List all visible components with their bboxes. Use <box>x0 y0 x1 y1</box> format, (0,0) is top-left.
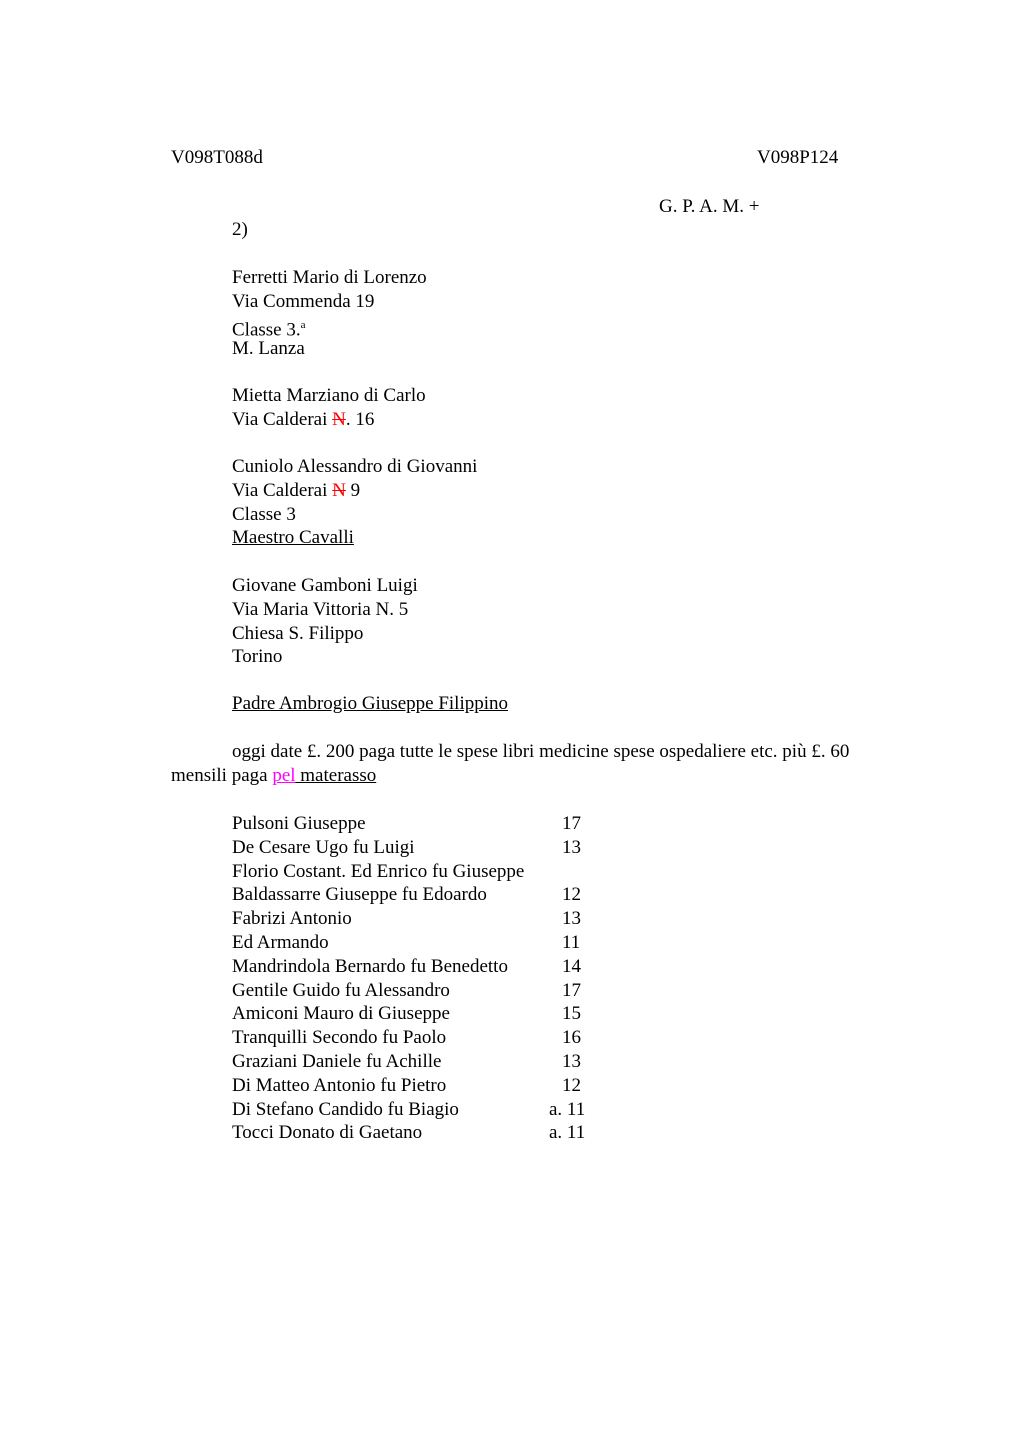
entry-gamboni <box>232 574 418 669</box>
entry-address: Via Commenda 19 <box>232 290 375 312</box>
entry-name: Giovane Gamboni Luigi <box>232 575 418 596</box>
class-text: Classe 3. <box>232 318 301 340</box>
entry-church: Chiesa S. Filippo <box>232 622 364 644</box>
entry-cuniolo <box>232 455 477 550</box>
list-item-name: Pulsoni Giuseppe <box>232 813 366 834</box>
highlighted-word: pel <box>272 765 296 786</box>
list-item-age: 13 <box>562 1050 581 1072</box>
list-item-name: Di Matteo Antonio fu Pietro <box>232 1074 447 1096</box>
payment-paragraph <box>171 740 911 788</box>
list-item-name: Baldassarre Giuseppe fu Edoardo <box>232 884 487 906</box>
entry-mietta <box>232 384 426 432</box>
list-item-name: Tranquilli Secondo fu Paolo <box>232 1027 447 1049</box>
struck-text: N <box>332 479 346 501</box>
list-item-name: De Cesare Ugo fu Luigi <box>232 836 415 858</box>
list-item-age: 12 <box>562 884 581 906</box>
list-item-age: 13 <box>562 836 581 858</box>
list-item-name: Fabrizi Antonio <box>232 908 352 930</box>
list-item-name: Di Stefano Candido fu Biagio <box>232 1098 459 1120</box>
list-item-name: Gentile Guido fu Alessandro <box>232 979 450 1001</box>
reference-code-left: V098T088d <box>171 147 263 168</box>
paragraph-text: mensili paga <box>171 765 273 786</box>
list-item-age: a. 11 <box>549 1122 586 1144</box>
entry-name: Mietta Marziano di Carlo <box>232 385 426 406</box>
entry-name: Padre Ambrogio Giuseppe Filippino <box>232 693 509 714</box>
list-item-age: 12 <box>562 1074 581 1096</box>
list-item-age: a. 11 <box>549 1098 586 1120</box>
entry-teacher: Maestro Cavalli <box>232 527 354 549</box>
list-item-age: 15 <box>562 1003 581 1025</box>
list-item-age: 11 <box>562 931 581 953</box>
list-item-age: 13 <box>562 908 581 930</box>
entry-address <box>232 479 477 503</box>
entry-address <box>232 408 426 432</box>
address-text: Via Calderai <box>232 479 333 501</box>
address-text: Via Calderai <box>232 408 333 430</box>
list-item-name: Amiconi Mauro di Giuseppe <box>232 1003 450 1025</box>
entry-name: Cuniolo Alessandro di Giovanni <box>232 456 478 477</box>
list-item-age: 14 <box>562 955 581 977</box>
list-item-age: 17 <box>562 813 581 834</box>
heading-initials: G. P. A. M. + <box>659 196 760 217</box>
address-number: 9 <box>345 479 361 501</box>
paragraph-line-1: oggi date £. 200 paga tutte le spese libri medicine spese ospedaliere etc. più £. 60 <box>232 741 850 762</box>
list-item-age: 16 <box>562 1027 581 1049</box>
list-item-name: Tocci Donato di Gaetano <box>232 1122 423 1144</box>
list-item-name: Graziani Daniele fu Achille <box>232 1050 442 1072</box>
list-item-name: Florio Costant. Ed Enrico fu Giuseppe <box>232 860 525 882</box>
class-superscript: a <box>300 318 306 331</box>
address-number: . 16 <box>345 408 375 430</box>
entry-class: Classe 3 <box>232 503 296 525</box>
paragraph-line-2 <box>171 764 911 788</box>
struck-text: N <box>332 408 346 430</box>
page-section-number: 2) <box>232 219 248 240</box>
entry-class <box>232 314 427 338</box>
entry-ferretti <box>232 266 427 361</box>
entry-address: Via Maria Vittoria N. 5 <box>232 598 409 620</box>
underlined-text: materasso <box>295 765 377 786</box>
list-item-age: 17 <box>562 979 581 1001</box>
entry-city: Torino <box>232 646 283 668</box>
entry-name: Ferretti Mario di Lorenzo <box>232 267 427 288</box>
reference-code-right: V098P124 <box>757 147 839 168</box>
list-item-name: Mandrindola Bernardo fu Benedetto <box>232 955 508 977</box>
entry-teacher: M. Lanza <box>232 338 305 360</box>
list-item-name: Ed Armando <box>232 931 329 953</box>
entry-padre <box>232 692 508 716</box>
